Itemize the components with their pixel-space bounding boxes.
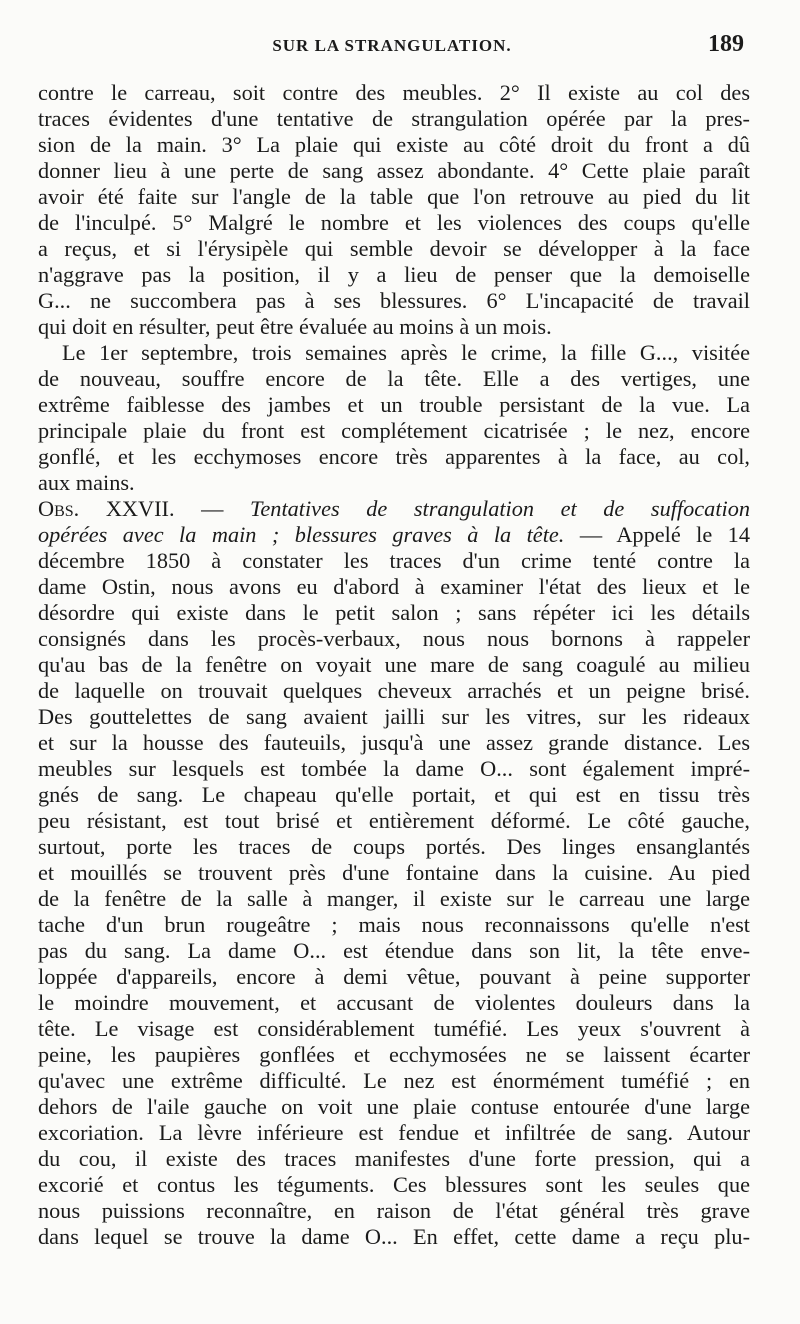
text-line: excorié et contus les téguments. Ces blessures sont les seules que — [38, 1172, 750, 1197]
text-line: aux mains. — [38, 470, 135, 495]
page-number: 189 — [708, 31, 744, 57]
text-line: meubles sur lesquels est tombée la dame O... sont également impré- — [38, 756, 750, 781]
text-line: dame Ostin, nous avons eu d'abord à examiner l'état des lieux et le — [38, 574, 750, 599]
text-line: de laquelle on trouvait quelques cheveux arrachés et un peigne brisé. — [38, 678, 750, 703]
observation-title-part-1: Tentatives de strangulation et de suffocation — [250, 496, 751, 521]
text-line: le moindre mouvement, et accusant de violentes douleurs dans la — [38, 990, 750, 1015]
text-line: Le 1er septembre, trois semaines après le crime, la fille G..., visitée — [62, 340, 750, 365]
running-title: SUR LA STRANGULATION. — [272, 36, 512, 55]
text-line: décembre 1850 à constater les traces d'un crime tenté contre la — [38, 548, 750, 573]
text-line: n'aggrave pas la position, il y a lieu de penser que la demoiselle — [38, 262, 750, 287]
text-line: avoir été faite sur l'angle de la table que l'on retrouve au pied du lit — [38, 184, 750, 209]
text-line: G... ne succombera pas à ses blessures. 6° L'incapacité de travail — [38, 288, 750, 313]
text-line: gonflé, et les ecchymoses encore très apparentes à la face, au col, — [38, 444, 750, 469]
text-line: donner lieu à une perte de sang assez abondante. 4° Cette plaie paraît — [38, 158, 750, 183]
text-line: sion de la main. 3° La plaie qui existe au côté droit du front a dû — [38, 132, 750, 157]
observation-heading-line-2 — [38, 522, 750, 548]
text-line: nous puissions reconnaître, en raison de l'état général très grave — [38, 1198, 750, 1223]
text-line: désordre qui existe dans le petit salon ; sans répéter ici les détails — [38, 600, 750, 625]
paragraph-followup-visit — [38, 340, 750, 496]
observation-text-start: Appelé le 14 — [616, 522, 750, 547]
text-line: pas du sang. La dame O... est étendue dans son lit, la tête enve- — [38, 938, 750, 963]
text-line: de nouveau, souffre encore de la tête. Elle a des vertiges, une — [38, 366, 750, 391]
text-line: gnés de sang. Le chapeau qu'elle portait, et qui est en tissu très — [38, 782, 750, 807]
text-line: et sur la housse des fauteuils, jusqu'à une assez grande distance. Les — [38, 730, 750, 755]
text-line: excoriation. La lèvre inférieure est fendue et infiltrée de sang. Autour — [38, 1120, 750, 1145]
text-line: peu résistant, est tout brisé et entièrement déformé. Le côté gauche, — [38, 808, 750, 833]
text-line: et mouillés se trouvent près d'une fontaine dans la cuisine. Au pied — [38, 860, 750, 885]
text-line: principale plaie du front est complétement cicatrisée ; le nez, encore — [38, 418, 750, 443]
text-line: dans lequel se trouve la dame O... En effet, cette dame a reçu plu- — [38, 1224, 750, 1249]
text-line: du cou, il existe des traces manifestes d'une forte pression, qui a — [38, 1146, 750, 1171]
page-header — [40, 31, 744, 62]
text-line: surtout, porte les traces de coups portés. Des linges ensanglantés — [38, 834, 750, 859]
text-line: de l'inculpé. 5° Malgré le nombre et les violences des coups qu'elle — [38, 210, 750, 235]
text-line: qu'avec une extrême difficulté. Le nez est énormément tuméfié ; en — [38, 1068, 750, 1093]
text-line: qui doit en résulter, peut être évaluée au moins à un mois. — [38, 314, 552, 339]
text-line: dehors de l'aile gauche on voit une plaie contuse entourée d'une large — [38, 1094, 750, 1119]
observation-title-part-2: opérées avec la main ; blessures graves à la tête. — [38, 522, 565, 547]
text-line: traces évidentes d'une tentative de strangulation opérée par la pres- — [38, 106, 750, 131]
text-line: tête. Le visage est considérablement tuméfié. Les yeux s'ouvrent à — [38, 1016, 750, 1041]
text-line: extrême faiblesse des jambes et un trouble persistant de la vue. La — [38, 392, 750, 417]
observation-label: Obs. XXVII. — [38, 496, 175, 521]
paragraph-conclusions — [38, 80, 750, 340]
observation-heading-line-1 — [38, 496, 750, 522]
text-line: loppée d'appareils, encore à demi vêtue, pouvant à peine supporter — [38, 964, 750, 989]
text-line: contre le carreau, soit contre des meubles. 2° Il existe au col des — [38, 80, 750, 105]
text-line: peine, les paupières gonflées et ecchymosées ne se laissent écarter — [38, 1042, 750, 1067]
text-line: tache d'un brun rougeâtre ; mais nous reconnaissons qu'elle n'est — [38, 912, 750, 937]
observation-dash: — — [201, 496, 224, 521]
text-line: de la fenêtre de la salle à manger, il existe sur le carreau une large — [38, 886, 750, 911]
text-line: Des gouttelettes de sang avaient jailli sur les vitres, sur les rideaux — [38, 704, 750, 729]
body-text — [38, 80, 750, 1250]
text-line: consignés dans les procès-verbaux, nous nous bornons à rappeler — [38, 626, 750, 651]
text-line: qu'au bas de la fenêtre on voyait une mare de sang coagulé au milieu — [38, 652, 750, 677]
paragraph-observation-body — [38, 548, 750, 1250]
observation-dash: — — [579, 522, 603, 547]
text-line: a reçus, et si l'érysipèle qui semble devoir se développer à la face — [38, 236, 750, 261]
observation-heading — [38, 496, 750, 548]
